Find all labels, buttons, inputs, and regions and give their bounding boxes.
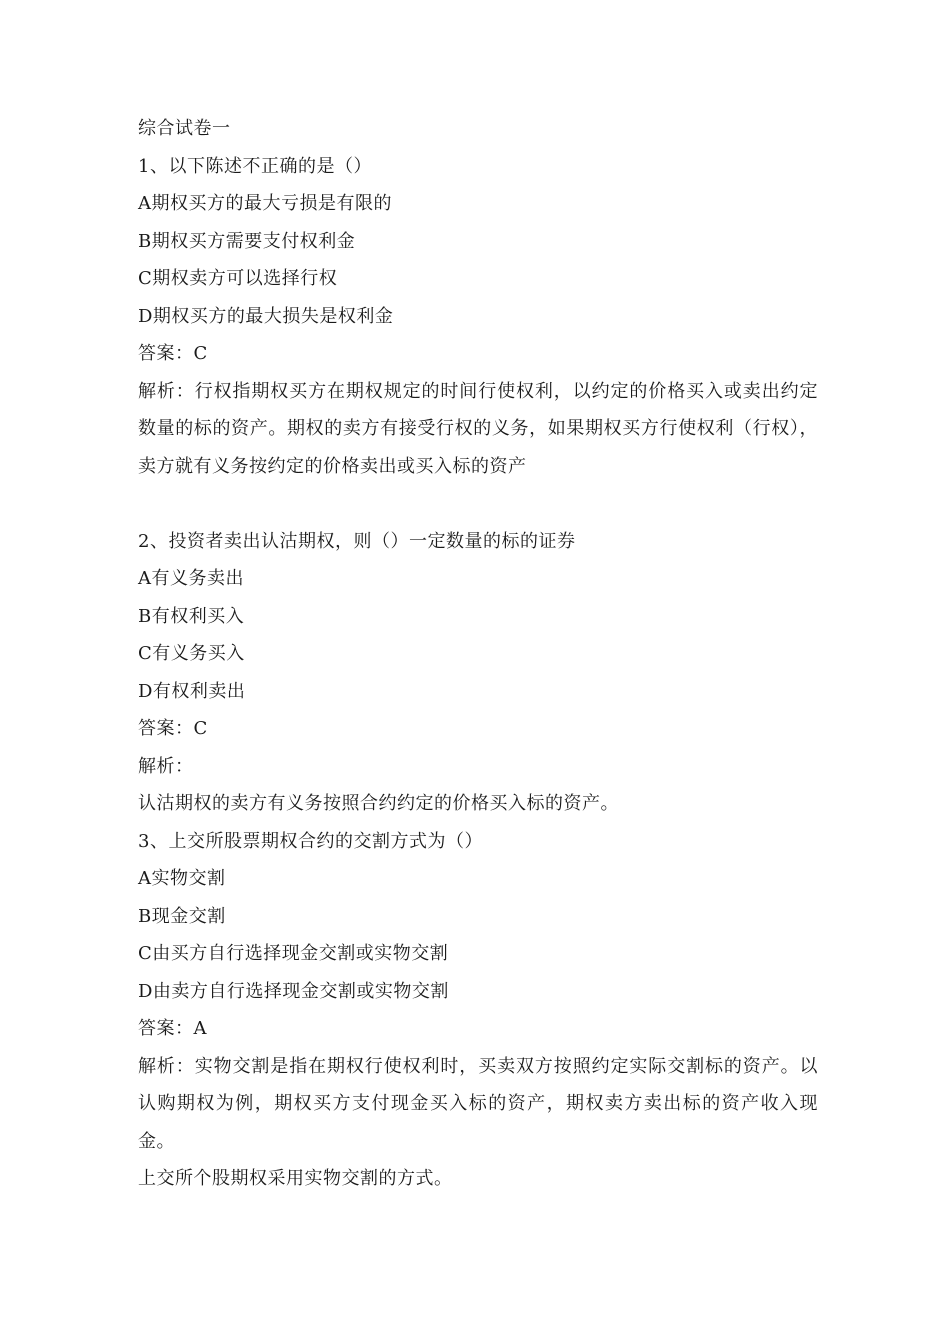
question-stem: 2、投资者卖出认沽期权，则（）一定数量的标的证券 [138,530,576,552]
analysis-extra: 上交所个股期权采用实物交割的方式。 [138,1168,453,1189]
option-a: A有义务卖出 [138,568,244,589]
option-c: C由买方自行选择现金交割或实物交割 [138,943,449,964]
option-a: A实物交割 [138,868,226,889]
question-2 [138,523,818,823]
question-3 [138,823,818,1198]
answer: 答案：C [138,343,208,364]
option-b: B有权利买入 [138,605,245,627]
option-d: D由卖方自行选择现金交割或实物交割 [138,980,449,1002]
option-c: C期权卖方可以选择行权 [138,268,338,289]
option-d: D有权利卖出 [138,680,246,702]
question-1 [138,148,818,486]
section-gap [138,485,818,523]
analysis: 认沽期权的卖方有义务按照合约约定的价格买入标的资产。 [138,793,619,814]
analysis: 解析：实物交割是指在期权行使权利时，买卖双方按照约定实际交割标的资产。以认购期权为例，期权买方支付现金买入标的资产，期权卖方卖出标的资产收入现金。 [138,1055,818,1152]
analysis-label: 解析： [138,755,194,777]
question-stem: 1、以下陈述不正确的是（） [138,155,372,177]
option-a: A期权买方的最大亏损是有限的 [138,193,392,214]
option-d: D期权买方的最大损失是权利金 [138,305,394,327]
option-c: C有义务买入 [138,643,245,664]
analysis: 解析：行权指期权买方在期权规定的时间行使权利，以约定的价格买入或卖出约定数量的标的资产。期权的卖方有接受行权的义务，如果期权买方行使权利（行权），卖方就有义务按约定的价格卖出或买入标的资产 [138,380,818,477]
question-stem: 3、上交所股票期权合约的交割方式为（） [138,830,483,852]
document-title: 综合试卷一 [138,118,231,139]
answer: 答案：C [138,718,208,739]
document-page [138,110,818,1198]
answer: 答案：A [138,1018,207,1039]
option-b: B现金交割 [138,905,226,927]
option-b: B期权买方需要支付权利金 [138,230,356,252]
